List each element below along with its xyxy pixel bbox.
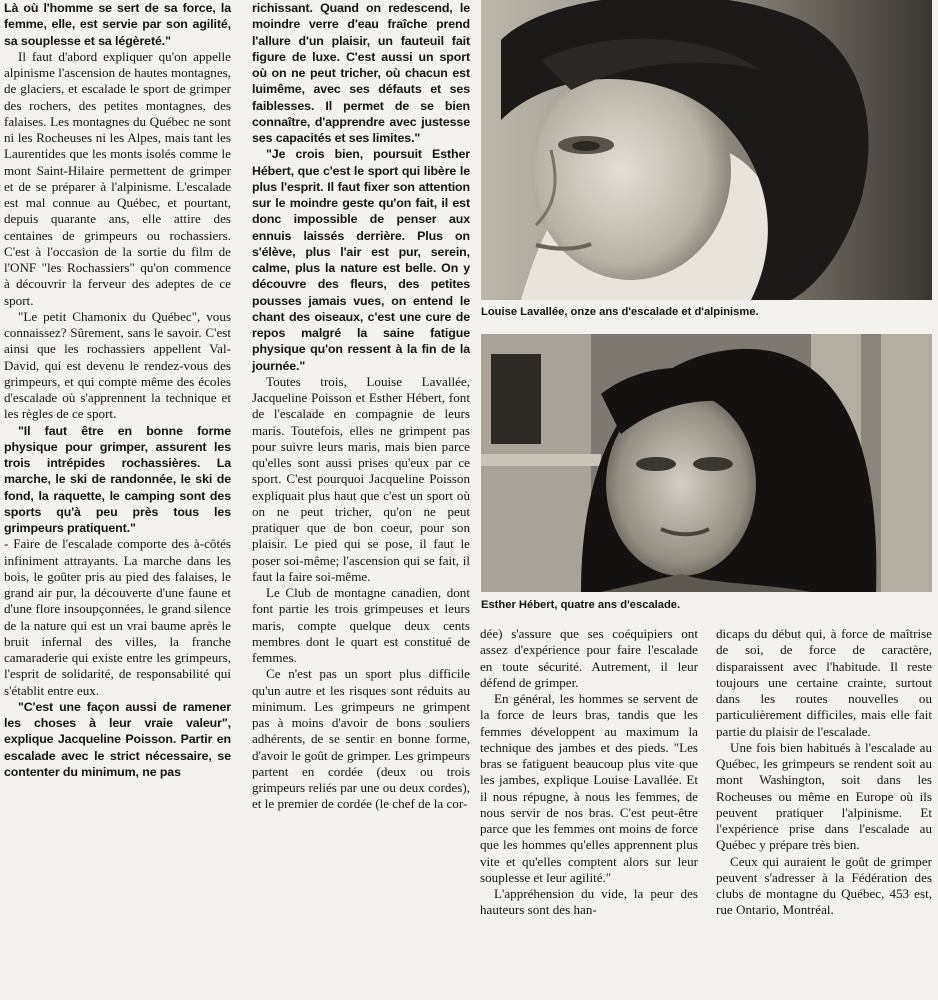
photo-caption-2: Esther Hébert, quatre ans d'escalade.: [481, 599, 681, 611]
paragraph: Là où l'homme se sert de sa force, la femme, elle, est servie par son agilité, sa souplesse et sa légèreté.": [4, 1, 231, 48]
paragraph: En général, les hommes se servent de la force de leurs bras, tandis que les femmes développent au maximum la technique des jambes et des pieds. "Les bras se fatiguent beaucoup plus vite que les jambes, explique Louise Lavallée. Et il nous répugne, à nous les femmes, de nous servir de nos bras. C'est peut-être parce que les femmes ont moins de force que les hommes qu'elles apprennent plus vite et qu'elles comptent alors sur leur souplesse et leur agilité.": [480, 691, 698, 885]
paragraph: - Faire de l'escalade comporte des à-côtés infiniment attrayants. La marche dans les bois, le goûter pris au pied des falaises, le grand air pur, la découverte d'une faune et d'une flore insoupçonnées, le grand silence de la nature qui est un vrai baume après le bruit infernal des villes, la franche camaraderie qui existe entre les grimpeurs, l'esprit de solidarité, de responsabilité qui s'établit entre eux.: [4, 536, 231, 698]
photo-caption-1: Louise Lavallée, onze ans d'escalade et d'alpinisme.: [481, 306, 759, 318]
paragraph: dée) s'assure que ses coéquipiers ont assez d'expérience pour faire l'escalade en toute sécurité. Autrement, il leur défend de grimper.: [480, 626, 698, 690]
article-column-4: [716, 626, 932, 919]
portrait-photo-esther-hebert: [481, 334, 932, 592]
paragraph: Ceux qui auraient le goût de grimper peuvent s'adresser à la Fédération des clubs de montagne du Québec, 453 est, rue Ontario, Montréal.: [716, 853, 932, 918]
article-column-2: [252, 0, 470, 813]
portrait-image: [481, 334, 932, 592]
paragraph: "Le petit Chamonix du Québec", vous connaissez? Sûrement, sans le savoir. C'est ainsi que les rochassiers appellent Val-David, qui est devenu le rendez-vous des grimpeurs, et qui compte même des écoles d'escalade où s'apprennent la technique et les règles de ce sport.: [4, 308, 231, 422]
paragraph: Toutes trois, Louise Lavallée, Jacqueline Poisson et Esther Hébert, font de l'escalade en compagnie de leurs maris. Toutefois, elles ne grimpent pas pour suivre leurs maris, mais bien parce qu'elles sont aussi prises qu'eux par ce sport. C'est pourquoi Jacqueline Poisson expliquait plus haut que c'est un sport où on ne peut tricher, qu'on ne peut pratiquer que de bon coeur, pour son plaisir. Le pied qui se pose, il faut le poser soi-même; l'ascension qui se fait, il faut la faire soi-même.: [252, 373, 470, 584]
portrait-photo-louise-lavallee: [481, 0, 932, 300]
paragraph: "C'est une façon aussi de ramener les choses à leur vraie valeur", explique Jacqueline Poisson. Partir en escalade avec le strict nécessaire, se contenter du minimum, ne pas: [4, 699, 231, 779]
article-column-3: [480, 626, 698, 919]
paragraph: Ce n'est pas un sport plus difficile qu'un autre et les risques sont réduits au minimum. Les grimpeurs ne grimpent pas à moins d'avoir de bons souliers adhérents, de se sentir en bonne forme, d'avoir le goût de grimper. Les grimpeurs partent en cordée (deux ou trois grimpeurs reliés par une ou deux cordes), et le premier de cordée (le chef de la cor-: [252, 666, 470, 812]
paragraph: Une fois bien habitués à l'escalade au Québec, les grimpeurs se rendent soit au mont Washington, soit dans les Rocheuses ou même en Europe où ils peuvent pratiquer l'alpinisme. Et l'expérience prise dans l'escalade au Québec y prépare très bien.: [716, 739, 932, 853]
paragraph: "Il faut être en bonne forme physique pour grimper, assurent les trois intrépides rochassières. La marche, le ski de randonnée, le ski de fond, la raquette, le camping sont des sports qu'à peu près tous les grimpeurs pratiquent.": [4, 423, 231, 535]
paragraph: richissant. Quand on redescend, le moindre verre d'eau fraîche prend l'allure d'un plaisir, un fauteuil fait figure de luxe. C'est aussi un sport où on ne peut tricher, où chacun est luimême, avec ses défauts et ses faiblesses. Il permet de se bien connaître, d'apprendre avec justesse ses capacités et ses limites.": [252, 1, 470, 145]
paragraph: dicaps du début qui, à force de maîtrise de soi, de force de caractère, disparaissent avec l'habitude. Il reste toujours une certaine crainte, surtout dans les routes nouvelles ou particulièrement difficiles, mais elle fait partie du plaisir de l'escalade.: [716, 626, 932, 739]
paragraph: Il faut d'abord expliquer qu'on appelle alpinisme l'ascension de hautes montagnes, de glaciers, et escalade le sport de grimper des rochers, des petites montagnes, des falaises. Les montagnes du Québec ne sont ni les Rocheuses ni les Alpes, mais tant les Laurentides que les monts isolés comme le mont Saint-Hilaire permettent de grimper et de se préparer à l'alpinisme. L'escalade est mal connue au Québec, et pourtant, depuis quarante ans, elle attire des centaines de grimpeurs ou rochassiers. C'est à l'occasion de la sortie du film de l'ONF "les Rochassiers" qu'on commence à découvrir la ferveur des adeptes de ce sport.: [4, 48, 231, 308]
portrait-image: [481, 0, 932, 300]
paragraph: "Je crois bien, poursuit Esther Hébert, que c'est le sport qui libère le plus l'esprit. Il faut fixer son attention sur le moindre geste qu'on fait, il est donc impossible de penser aux ennuis laissés derrière. Plus on s'élève, plus l'air est pur, serein, calme, plus la nature est belle. On y découvre des fleurs, des petites pousses jamais vues, on entend le chant des oiseaux, c'est une cure de repos malgré la saine fatigue physique qu'on ressent à la fin de la journée.": [252, 147, 470, 373]
article-column-1: [4, 0, 231, 780]
paragraph: L'appréhension du vide, la peur des hauteurs sont des han-: [480, 886, 698, 918]
paragraph: Le Club de montagne canadien, dont font partie les trois grimpeuses et leurs maris, compte quelque deux cents membres dont le quart est constitué de femmes.: [252, 585, 470, 665]
